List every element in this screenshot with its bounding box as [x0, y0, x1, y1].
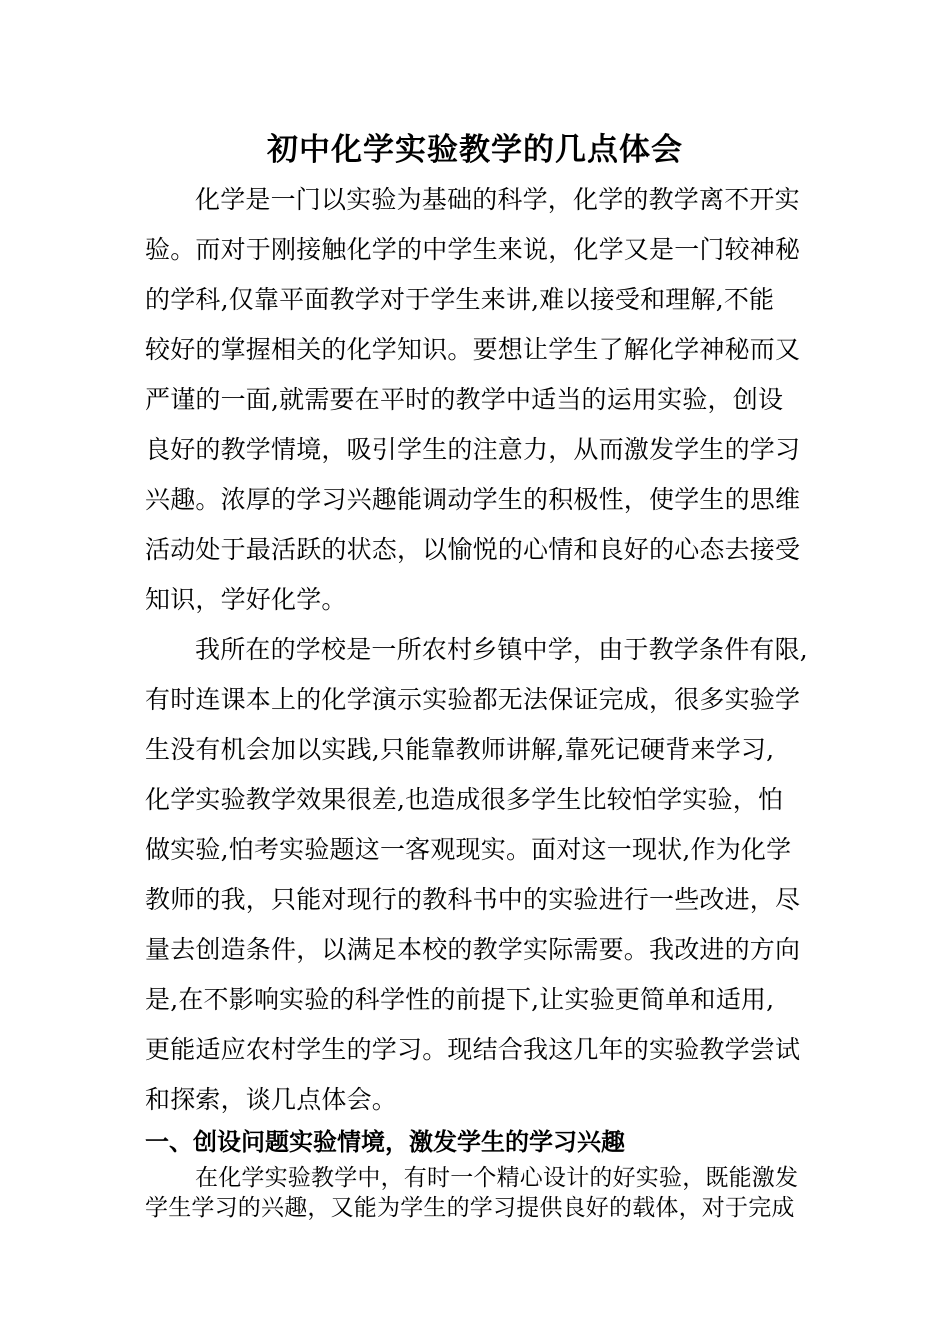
text-line: 是,在不影响实验的科学性的前提下,让实验更简单和适用,	[145, 985, 775, 1014]
text-line: 量去创造条件，以满足本校的教学实际需要。我改进的方向	[145, 935, 801, 964]
text-line: 我所在的学校是一所农村乡镇中学，由于教学条件有限,	[195, 635, 808, 664]
text-line: 化学实验教学效果很差,也造成很多学生比较怕学实验，怕	[145, 785, 784, 814]
text-line: 知识，学好化学。	[145, 585, 347, 614]
text-line: 的学科,仅靠平面教学对于学生来讲,难以接受和理解,不能	[145, 285, 775, 314]
text-line: 做实验,怕考实验题这一客观现实。面对这一现状,作为化学	[145, 835, 792, 864]
text-line: 和探索，谈几点体会。	[145, 1085, 398, 1114]
text-line: 在化学实验教学中，有时一个精心设计的好实验，既能激发	[195, 1165, 799, 1191]
document-title: 初中化学实验教学的几点体会	[267, 132, 683, 168]
paragraph-1	[145, 175, 810, 625]
text-line: 严谨的一面,就需要在平时的教学中适当的运用实验，创设	[145, 385, 784, 414]
section-1-text	[145, 1163, 810, 1223]
text-line: 教师的我，只能对现行的教科书中的实验进行一些改进，尽	[145, 885, 801, 914]
text-line: 更能适应农村学生的学习。现结合我这几年的实验教学尝试	[145, 1035, 801, 1064]
section-heading: 一、创设问题实验情境，激发学生的学习兴趣	[145, 1127, 625, 1156]
text-line: 验。而对于刚接触化学的中学生来说，化学又是一门较神秘	[145, 235, 801, 264]
paragraph-2	[145, 625, 810, 1125]
text-line: 活动处于最活跃的状态，以愉悦的心情和良好的心态去接受	[145, 535, 801, 564]
text-line: 兴趣。浓厚的学习兴趣能调动学生的积极性，使学生的思维	[145, 485, 801, 514]
text-line: 较好的掌握相关的化学知识。要想让学生了解化学神秘而又	[145, 335, 801, 364]
text-line: 生没有机会加以实践,只能靠教师讲解,靠死记硬背来学习,	[145, 735, 775, 764]
text-line: 学生学习的兴趣，又能为学生的学习提供良好的载体，对于完成	[145, 1195, 795, 1221]
text-line: 化学是一门以实验为基础的科学，化学的教学离不开实	[195, 185, 800, 214]
text-line: 有时连课本上的化学演示实验都无法保证完成，很多实验学	[145, 685, 801, 714]
document-body	[145, 175, 810, 1125]
text-line: 良好的教学情境，吸引学生的注意力，从而激发学生的学习	[145, 435, 801, 464]
